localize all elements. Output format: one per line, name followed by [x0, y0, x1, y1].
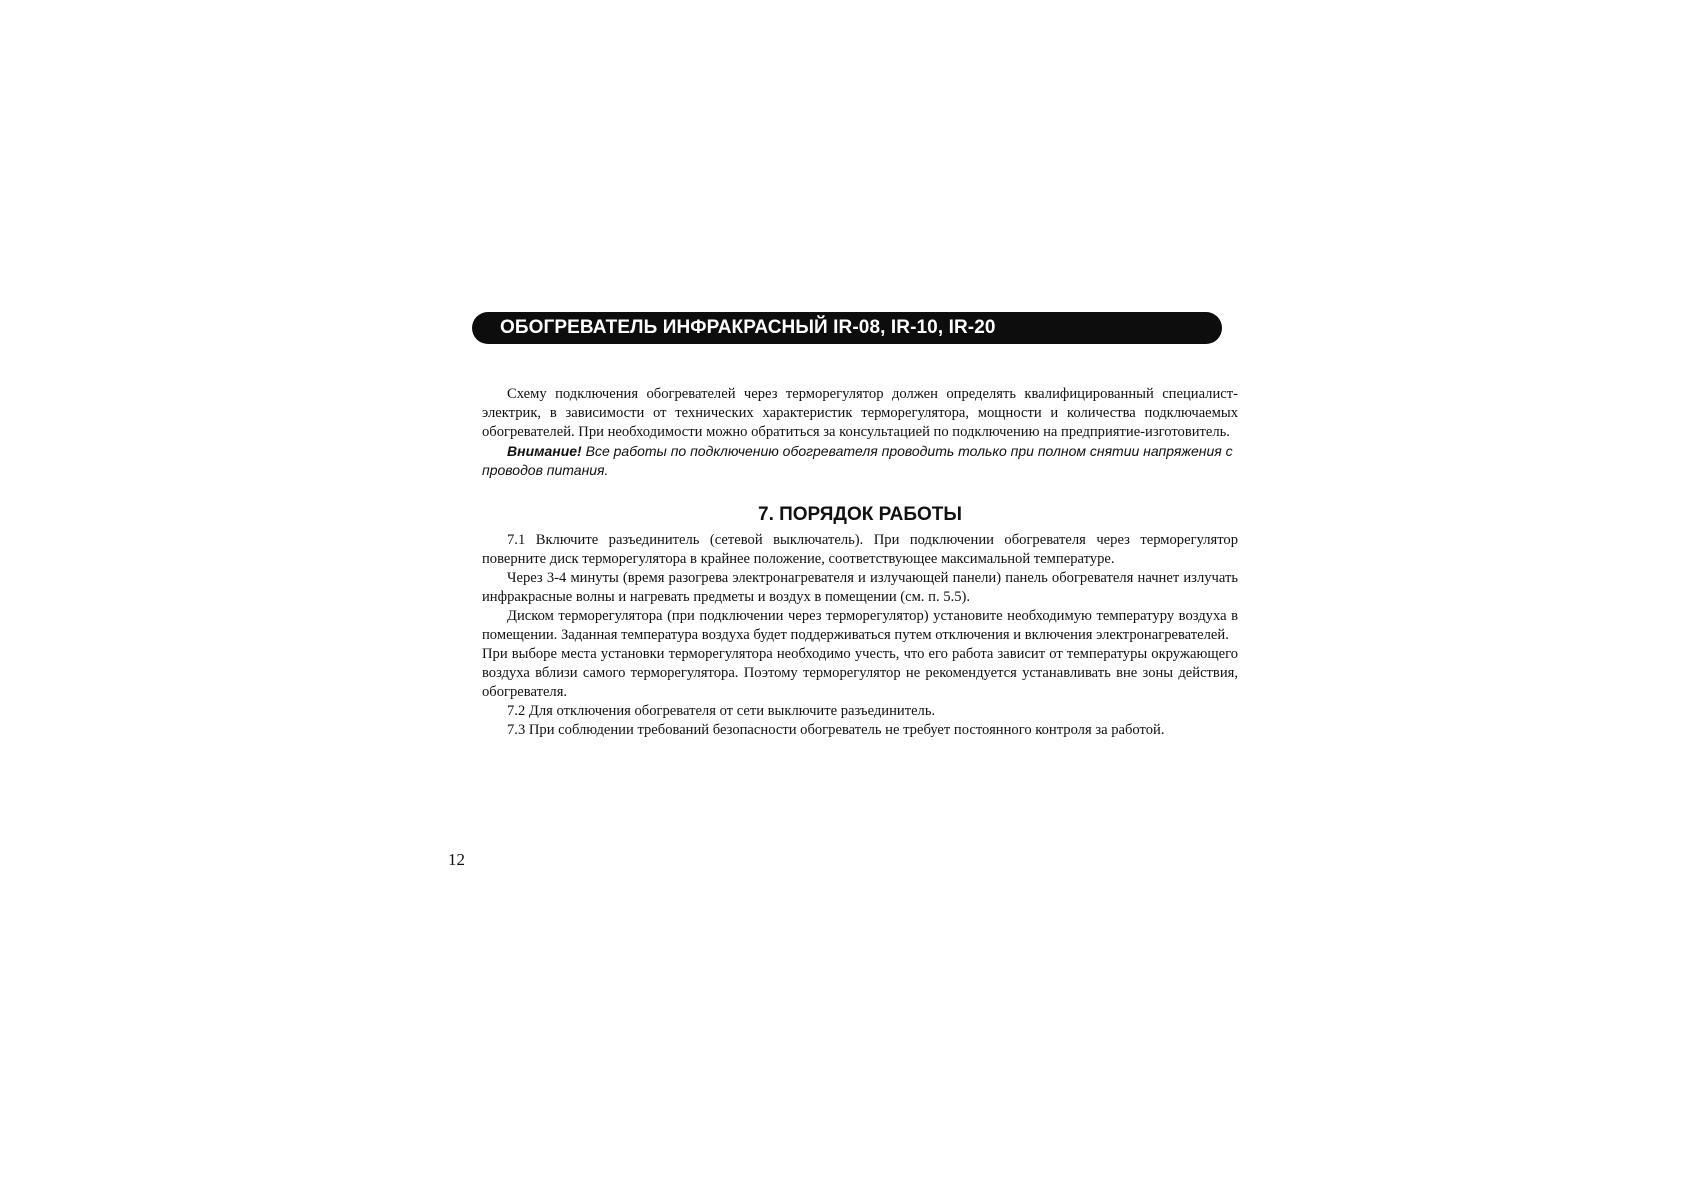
warning-note — [482, 442, 1238, 480]
section-paragraph-warmup: Через 3-4 минуты (время разогрева электронагревателя и излучающей панели) панель обогревателя начнет излучать инфракрасные волны и нагревать предметы и воздух в помещении (см. п. 5.5). — [482, 570, 1238, 605]
section-paragraph-thermostat-disk: Диском терморегулятора (при подключении через терморегулятор) установите необходимую температуру воздуха в помещении. Заданная температура воздуха будет поддерживаться путем отключения и включения электронагревателей. — [482, 608, 1238, 643]
header-banner — [472, 312, 1222, 344]
section-paragraph-thermostat-location: При выборе места установки терморегулятора необходимо учесть, что его работа зависит от температуры окружающего воздуха вблизи самого терморегулятора. Поэтому терморегулятор не рекомендуется устанавливать вне зоны действия, обогревателя. — [482, 646, 1238, 700]
intro-paragraph: Схему подключения обогревателей через терморегулятор должен определять квалифицированный специалист-электрик, в зависимости от технических характеристик терморегулятора, мощности и количества подключаемых обогревателей. При необходимости можно обратиться за консультацией по подключению на предприятие-изготовитель. — [482, 386, 1238, 440]
section-paragraph-7-1: 7.1 Включите разъединитель (сетевой выключатель). При подключении обогревателя через терморегулятор поверните диск терморегулятора в крайнее положение, соответствующее максимальной температуре. — [482, 532, 1238, 567]
section-title: 7. ПОРЯДОК РАБОТЫ — [758, 504, 962, 525]
section-paragraph-7-3: 7.3 При соблюдении требований безопасности обогреватель не требует постоянного контроля за работой. — [507, 722, 1165, 738]
page-content — [482, 385, 1238, 740]
warning-label: Внимание! — [507, 443, 582, 459]
section-paragraph-7-2: 7.2 Для отключения обогревателя от сети выключите разъединитель. — [507, 703, 936, 719]
page-number: 12 — [448, 850, 465, 869]
warning-text: Все работы по подключению обогревателя проводить только при полном снятии напряжения с проводов питания. — [482, 443, 1233, 478]
document-title: ОБОГРЕВАТЕЛЬ ИНФРАКРАСНЫЙ IR-08, IR-10, IR-20 — [500, 317, 996, 338]
